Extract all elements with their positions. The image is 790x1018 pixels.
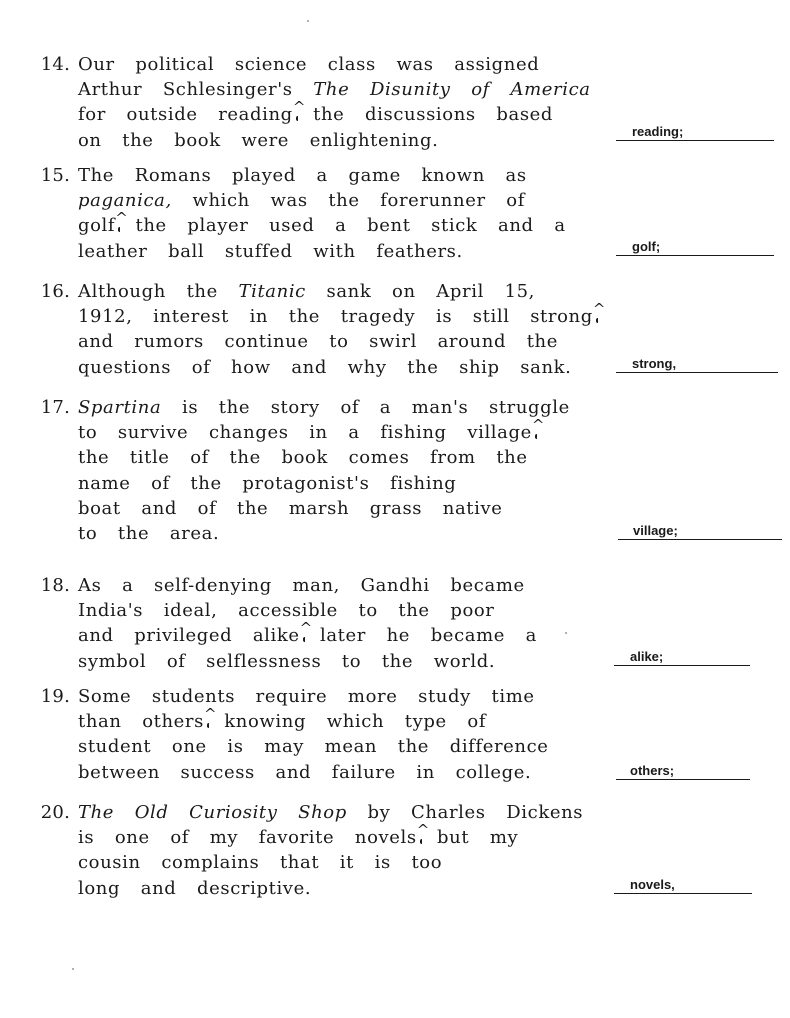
sentence-fragment: long and descriptive. bbox=[78, 877, 312, 899]
sentence-fragment: India's ideal, accessible to the poor bbox=[78, 600, 495, 622]
sentence-fragment: between success and failure in college. bbox=[78, 761, 532, 783]
sentence-line bbox=[78, 850, 583, 875]
sentence-fragment: and privileged alike bbox=[78, 625, 300, 647]
sentence-fragment: than others bbox=[78, 711, 204, 733]
sentence-fragment: knowing which type of bbox=[213, 711, 487, 733]
insertion-caret-icon bbox=[115, 217, 125, 231]
sentence-text bbox=[78, 395, 570, 546]
sentence-line bbox=[78, 355, 603, 380]
sentence-line bbox=[78, 329, 603, 354]
sentence-fragment: student one is may mean the difference bbox=[78, 736, 549, 758]
sentence-fragment: golf bbox=[78, 215, 116, 237]
sentence-fragment: later he became a bbox=[309, 625, 537, 647]
sentence-fragment: The Romans played a game known as bbox=[78, 165, 527, 186]
sentence-fragment: by Charles Dickens bbox=[346, 802, 584, 823]
sentence-text bbox=[78, 52, 591, 153]
sentence-fragment: the player used a bent stick and a bbox=[125, 215, 566, 237]
sentence-line bbox=[78, 102, 591, 127]
sentence-fragment: Our political science class was assigned bbox=[78, 54, 540, 75]
italic-title-text: The Old Curiosity Shop bbox=[78, 802, 347, 823]
italic-title-text: paganica, bbox=[78, 190, 172, 212]
sentence-line bbox=[78, 623, 537, 648]
item-number: 17. bbox=[40, 397, 70, 418]
sentence-fragment: cousin complains that it is too bbox=[78, 852, 443, 874]
item-number: 20. bbox=[40, 802, 70, 823]
sentence-fragment: Some students require more study time bbox=[78, 686, 535, 707]
sentence-fragment: 1912, interest in the tragedy is still strong bbox=[78, 306, 593, 328]
sentence-fragment: leather ball stuffed with feathers. bbox=[78, 240, 463, 262]
handwritten-answer: golf; bbox=[632, 239, 661, 254]
sentence-fragment: is one of my favorite novels bbox=[78, 827, 417, 849]
sentence-line bbox=[78, 128, 591, 153]
sentence-fragment: for outside reading bbox=[78, 104, 293, 126]
item-number: 19. bbox=[40, 686, 70, 707]
sentence-fragment: is the story of a man's struggle bbox=[161, 397, 570, 418]
sentence-fragment: which was the forerunner of bbox=[171, 190, 525, 212]
sentence-line bbox=[78, 471, 570, 496]
sentence-fragment: to survive changes in a fishing village bbox=[78, 422, 532, 444]
scan-speck bbox=[307, 20, 309, 22]
sentence-line bbox=[78, 649, 537, 674]
sentence-line bbox=[78, 760, 549, 785]
handwritten-answer: strong, bbox=[632, 356, 677, 371]
handwritten-answer: others; bbox=[630, 763, 675, 778]
insertion-caret-icon bbox=[204, 713, 214, 727]
sentence-line bbox=[78, 52, 591, 77]
sentence-line bbox=[78, 304, 603, 329]
sentence-text bbox=[78, 573, 537, 674]
italic-title-text: The Disunity of America bbox=[313, 79, 591, 101]
sentence-line bbox=[78, 279, 603, 304]
answer-blank bbox=[616, 759, 750, 780]
handwritten-answer: alike; bbox=[630, 649, 664, 664]
sentence-line bbox=[78, 496, 570, 521]
sentence-line bbox=[78, 573, 537, 598]
sentence-line bbox=[78, 800, 583, 825]
sentence-line bbox=[78, 239, 566, 264]
sentence-line bbox=[78, 684, 549, 709]
insertion-caret-icon bbox=[593, 308, 603, 322]
answer-blank bbox=[616, 120, 774, 141]
sentence-line bbox=[78, 188, 566, 213]
sentence-line bbox=[78, 876, 583, 901]
sentence-fragment: Arthur Schlesinger's bbox=[78, 79, 314, 101]
answer-blank bbox=[616, 235, 774, 256]
sentence-line bbox=[78, 213, 566, 238]
handwritten-answer: reading; bbox=[632, 124, 684, 139]
italic-title-text: Titanic bbox=[238, 281, 306, 302]
item-number: 15. bbox=[40, 165, 70, 186]
sentence-fragment: the discussions based bbox=[302, 104, 554, 126]
insertion-caret-icon bbox=[532, 424, 542, 438]
sentence-fragment: As a self-denying man, Gandhi became bbox=[78, 575, 525, 596]
sentence-line bbox=[78, 445, 570, 470]
scan-speck bbox=[565, 632, 567, 634]
scan-speck bbox=[72, 968, 74, 970]
sentence-fragment: on the book were enlightening. bbox=[78, 129, 439, 151]
insertion-caret-icon bbox=[417, 829, 427, 843]
sentence-line bbox=[78, 395, 570, 420]
sentence-line bbox=[78, 420, 570, 445]
sentence-text bbox=[78, 279, 603, 380]
handwritten-answer: novels, bbox=[630, 877, 675, 892]
item-number: 18. bbox=[40, 575, 70, 596]
italic-title-text: Spartina bbox=[78, 397, 162, 418]
sentence-text bbox=[78, 800, 583, 901]
sentence-fragment: boat and of the marsh grass native bbox=[78, 497, 503, 519]
sentence-fragment: the title of the book comes from the bbox=[78, 447, 528, 469]
item-number: 14. bbox=[40, 54, 70, 75]
sentence-text bbox=[78, 163, 566, 264]
sentence-text bbox=[78, 684, 549, 785]
answer-blank bbox=[614, 873, 752, 894]
answer-blank bbox=[614, 645, 750, 666]
sentence-line bbox=[78, 734, 549, 759]
insertion-caret-icon bbox=[293, 106, 303, 120]
sentence-fragment: and rumors continue to swirl around the bbox=[78, 331, 558, 353]
sentence-line bbox=[78, 709, 549, 734]
sentence-line bbox=[78, 521, 570, 546]
sentence-fragment: sank on April 15, bbox=[305, 281, 535, 302]
item-number: 16. bbox=[40, 281, 70, 302]
sentence-fragment: Although the bbox=[78, 281, 239, 302]
sentence-line bbox=[78, 163, 566, 188]
sentence-line bbox=[78, 825, 583, 850]
sentence-fragment: but my bbox=[426, 827, 519, 849]
answer-blank bbox=[616, 352, 778, 373]
insertion-caret-icon bbox=[300, 627, 310, 641]
sentence-line bbox=[78, 77, 591, 102]
sentence-fragment: name of the protagonist's fishing bbox=[78, 472, 457, 494]
sentence-fragment: to the area. bbox=[78, 523, 220, 545]
sentence-fragment: symbol of selflessness to the world. bbox=[78, 650, 496, 672]
sentence-fragment: questions of how and why the ship sank. bbox=[78, 356, 572, 378]
handwritten-answer: village; bbox=[633, 523, 678, 538]
answer-blank bbox=[618, 519, 782, 540]
